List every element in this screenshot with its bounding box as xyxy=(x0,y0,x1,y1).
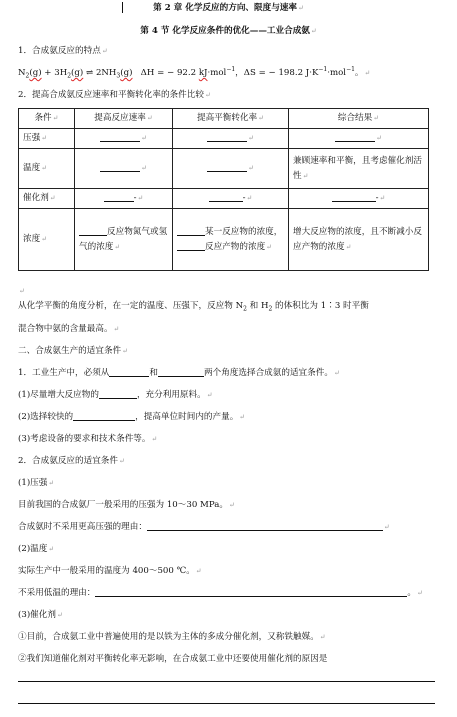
table-header: 综合结果↵ xyxy=(289,109,429,129)
result-cell: 增大反应物的浓度，且不断减小反应产物的浓度↵ xyxy=(289,209,429,271)
answer-blank[interactable]: -↵ xyxy=(173,189,289,209)
table-row xyxy=(19,149,429,189)
answer-blank[interactable] xyxy=(158,367,204,377)
row-label-temperature: 温度↵ xyxy=(19,149,75,189)
paragraph-equilibrium: 从化学平衡的角度分析，在一定的温度、压强下，反应物 $N_2$ 和 $H_2$ 的体积比为 1∶3 时平衡 xyxy=(18,301,369,313)
pressure-reason: 合成氨时不采用更高压强的理由： ↵ xyxy=(18,522,390,532)
table-row xyxy=(19,129,429,149)
answer-blank[interactable]: ↵ xyxy=(75,149,173,189)
question-2: 2．合成氨反应的适宜条件↵ xyxy=(18,456,125,466)
question-1-item-1: (1)尽量增大反应物的 ，充分利用原料。↵ xyxy=(18,390,213,400)
answer-blank[interactable] xyxy=(147,521,383,531)
temperature-heading: (2)温度↵ xyxy=(18,544,55,554)
answer-blank[interactable] xyxy=(109,367,149,377)
row-label-pressure: 压强↵ xyxy=(19,129,75,149)
temperature-reason: 不采用低温的理由： 。↵ xyxy=(18,588,423,598)
section-2-heading: 二、合成氨生产的适宜条件↵ xyxy=(18,346,129,356)
paragraph-equilibrium-cont: 混合物中氨的含量最高。↵ xyxy=(18,324,120,334)
question-1: 1．工业生产中，必须从 和 两个角度选择合成氨的适宜条件。↵ xyxy=(18,368,340,378)
heading-2: 2．提高合成氨反应速率和平衡转化率的条件比较↵ xyxy=(18,90,211,100)
result-cell: 兼顾速率和平衡，且考虑催化剂活性↵ xyxy=(289,149,429,189)
answer-blank[interactable]: -↵ xyxy=(289,189,429,209)
answer-blank[interactable]: ↵ xyxy=(173,129,289,149)
answer-blank[interactable]: ↵ xyxy=(289,129,429,149)
paragraph-mark: ↵ xyxy=(19,287,25,295)
question-1-item-3: (3)考虑设备的要求和技术条件等。↵ xyxy=(18,434,158,444)
answer-blank[interactable]: ↵ xyxy=(75,129,173,149)
pressure-text: 目前我国的合成氨厂一般采用的压强为 10～30 MPa。↵ xyxy=(18,500,235,510)
chapter-title: 第 2 章 化学反应的方向、限度与速率↵ xyxy=(153,3,304,13)
pressure-heading: (1)压强↵ xyxy=(18,478,55,488)
answer-blank[interactable]: ↵ xyxy=(173,149,289,189)
table-row xyxy=(19,209,429,271)
answer-blank[interactable]: -↵ xyxy=(75,189,173,209)
question-1-item-2: (2)选择较快的 ，提高单位时间内的产量。↵ xyxy=(18,412,246,422)
heading-1: 1．合成氨反应的特点↵ xyxy=(18,46,108,56)
answer-blank[interactable] xyxy=(73,411,135,421)
catalyst-text-2: ②我们知道催化剂对平衡转化率无影响，在合成氨工业中还要使用催化剂的原因是 xyxy=(18,654,328,664)
catalyst-text-1: ①目前，合成氨工业中普遍使用的是以铁为主体的多成分催化剂，又称铁触媒。↵ xyxy=(18,632,326,642)
row-label-catalyst: 催化剂↵ xyxy=(19,189,75,209)
answer-blank[interactable] xyxy=(95,587,407,597)
rate-cell[interactable]: 反应物氮气或氢气的浓度↵ xyxy=(75,209,173,271)
answer-line[interactable] xyxy=(18,703,435,704)
section-title: 第 4 节 化学反应条件的优化——工业合成氨↵ xyxy=(140,26,317,36)
table-header: 提高平衡转化率↵ xyxy=(173,109,289,129)
table-header-row xyxy=(19,109,429,129)
equilibrium-cell[interactable]: 某一反应物的浓度，反应产物的浓度↵ xyxy=(173,209,289,271)
table-row xyxy=(19,189,429,209)
answer-blank[interactable] xyxy=(99,389,137,399)
table-header: 条件↵ xyxy=(19,109,75,129)
row-label-concentration: 浓度↵ xyxy=(19,209,75,271)
reaction-equation: $N_2(g) + 3H_2(g)$ ⇌ $2NH_3(g)$ ΔH = − 92.2 kJ·mol$^{-1}$，ΔS = − 198.2 $J\cdot K^{-1}\cdot mol^{-1}$。↵ xyxy=(18,66,371,80)
temperature-text: 实际生产中一般采用的温度为 400～500 ℃。↵ xyxy=(18,566,202,576)
catalyst-heading: (3)催化剂↵ xyxy=(18,610,63,620)
comparison-table xyxy=(18,108,429,271)
answer-line[interactable] xyxy=(18,681,435,682)
table-header: 提高反应速率↵ xyxy=(75,109,173,129)
